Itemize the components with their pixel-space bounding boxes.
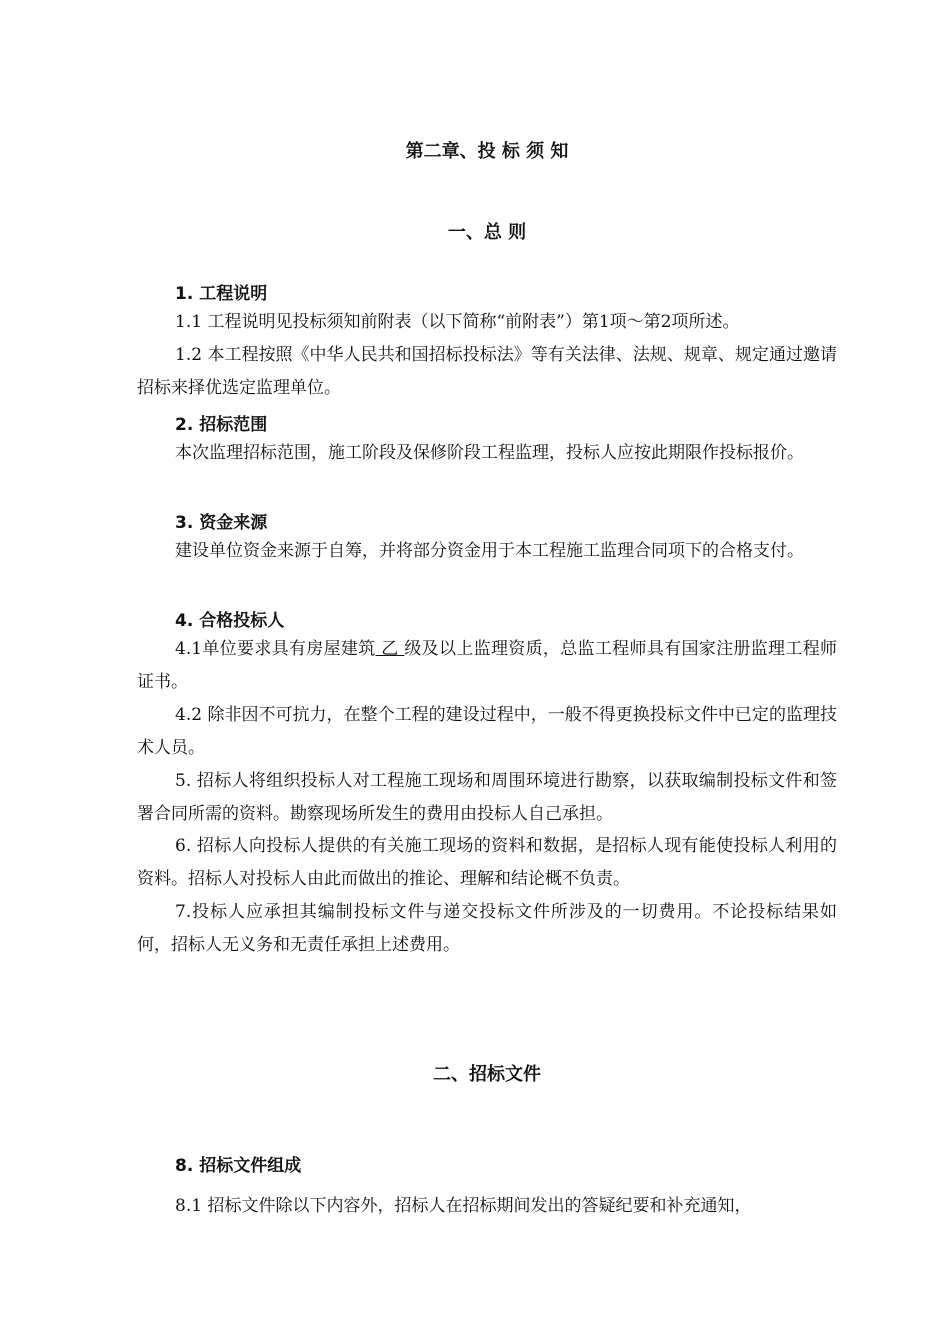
section-title-general: 一、总 则	[447, 222, 527, 243]
heading-project-description: 1. 工程说明	[175, 284, 268, 304]
heading-funding-source: 3. 资金来源	[175, 513, 268, 533]
paragraph-2: 本次监理招标范围，施工阶段及保修阶段工程监理，投标人应按此期限作投标报价。	[175, 443, 804, 463]
heading-qualified-bidder: 4. 合格投标人	[175, 611, 285, 631]
paragraph-1-1: 1.1 工程说明见投标须知前附表（以下简称“前附表”）第1项～第2项所述。	[175, 312, 740, 332]
paragraph-4-1-start: 4.1单位要求具有房屋建筑	[175, 639, 376, 659]
paragraph-4-2: 4.2 除非因不可抗力，在整个工程的建设过程中，一般不得更换投标文件中已定的监理技术人员。	[137, 705, 837, 758]
paragraph-6: 6. 招标人向投标人提供的有关施工现场的资料和数据，是招标人现有能使投标人利用的资料。招标人对投标人由此而做出的推论、理解和结论概不负责。	[137, 836, 837, 889]
heading-tender-doc-composition: 8. 招标文件组成	[175, 1156, 302, 1176]
paragraph-5: 5. 招标人将组织投标人对工程施工现场和周围环境进行勘察，以获取编制投标文件和签署合同所需的资料。勘察现场所发生的费用由投标人自己承担。	[137, 771, 837, 824]
paragraph-3: 建设单位资金来源于自筹，并将部分资金用于本工程施工监理合同项下的合格支付。	[175, 541, 804, 561]
qualification-grade: 乙	[375, 639, 405, 659]
paragraph-7: 7.投标人应承担其编制投标文件与递交投标文件所涉及的一切费用。不论投标结果如何，招标人无义务和无责任承担上述费用。	[137, 902, 837, 955]
paragraph-8-1: 8.1 招标文件除以下内容外，招标人在招标期间发出的答疑纪要和补充通知，	[175, 1196, 752, 1216]
chapter-title: 第二章、投 标 须 知	[405, 141, 569, 162]
section-title-tender-documents: 二、招标文件	[433, 1064, 541, 1085]
paragraph-4-1	[137, 633, 837, 699]
heading-tender-scope: 2. 招标范围	[175, 415, 268, 435]
paragraph-1-2: 1.2 本工程按照《中华人民共和国招标投标法》等有关法律、法规、规章、规定通过邀请招标来择优选定监理单位。	[137, 345, 837, 398]
paragraph-4-1-end: 级及以上监理资质，总监工程师具有国家注册监理工程师证书。	[137, 639, 838, 692]
